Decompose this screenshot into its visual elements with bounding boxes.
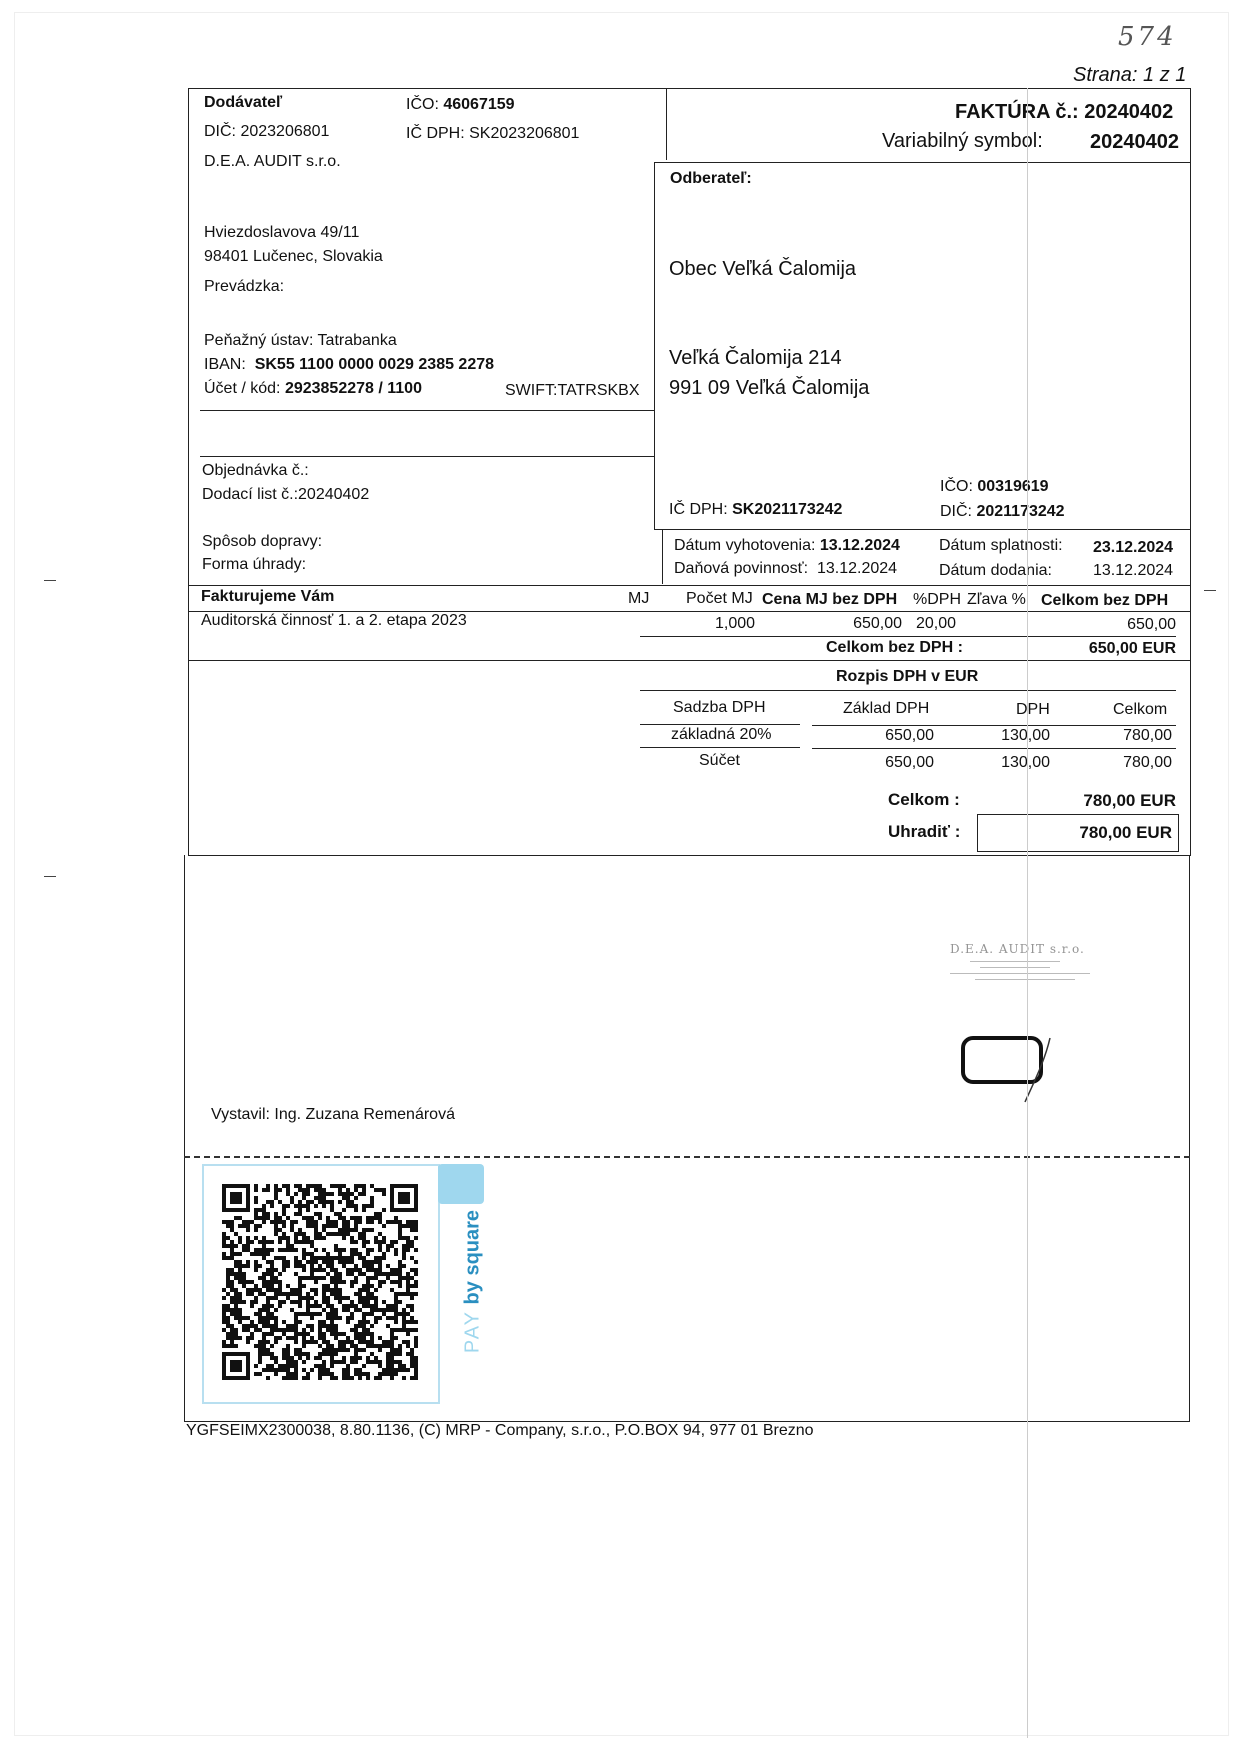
vat-row-line-right — [812, 748, 1176, 749]
invoice-number: 20240402 — [1084, 101, 1174, 123]
customer-ico — [940, 478, 1049, 496]
tax-date — [674, 560, 897, 578]
issued-by: Vystavil: Ing. Zuzana Remenárová — [211, 1106, 455, 1123]
subtotal-line — [188, 660, 1191, 661]
header-divider — [666, 88, 667, 160]
vat-row-rate: základná 20% — [671, 726, 772, 743]
item-qty: 1,000 — [715, 615, 756, 632]
supplier-heading: Dodávateľ — [204, 94, 283, 111]
supplier-street: Hviezdoslavova 49/11 — [204, 224, 360, 241]
supplier-icdph — [406, 125, 579, 143]
dates-divider — [662, 530, 663, 584]
supplier-premises: Prevádzka: — [204, 278, 285, 295]
vat-row-total: 780,00 — [1123, 727, 1172, 744]
supplier-iban-value: SK55 1100 0000 0029 2385 2278 — [254, 356, 495, 373]
tax-date-value: 13.12.2024 — [816, 560, 898, 577]
delivery-note: Dodací list č.:20240402 — [202, 486, 370, 503]
vat-row-base: 650,00 — [885, 727, 934, 744]
supplier-iban — [204, 356, 494, 374]
issue-date-label: Dátum vyhotovenia: — [674, 537, 816, 554]
pay-by-square-label — [462, 1187, 485, 1377]
supplier-icdph-label: IČ DPH: — [406, 125, 465, 142]
customer-icdph — [669, 501, 842, 519]
cut-line — [184, 1156, 1190, 1158]
pay-label: Uhradiť : — [888, 822, 961, 841]
variable-symbol: 20240402 — [1090, 131, 1179, 153]
footer-text: YGFSEIMX2300038, 8.80.1136, (C) MRP - Company, s.r.o., P.O.BOX 94, 977 01 Brezno — [186, 1422, 814, 1439]
supplier-bank: Peňažný ústav: Tatrabanka — [204, 332, 397, 349]
signature-mark — [955, 1030, 1075, 1110]
customer-dic — [940, 503, 1065, 521]
items-header-qty: Počet MJ — [686, 590, 753, 607]
item-underline — [640, 636, 760, 637]
supplier-account — [204, 380, 422, 398]
vat-sum-base: 650,00 — [885, 754, 934, 771]
item-total: 650,00 — [1127, 616, 1176, 633]
customer-street: Veľká Čalomija 214 — [669, 347, 842, 369]
items-header-mj: MJ — [628, 590, 650, 607]
stamp-name: D.E.A. AUDIT s.r.o. — [950, 942, 1085, 956]
vat-summary-title-line — [640, 690, 1176, 691]
supplier-separator-1 — [200, 410, 654, 411]
supplier-icdph-value: SK2023206801 — [469, 125, 580, 142]
customer-icdph-label: IČ DPH: — [669, 501, 728, 518]
invoice-title-label: FAKTÚRA č.: — [955, 101, 1079, 123]
total-value: 780,00 EUR — [1083, 791, 1176, 810]
vat-sum-label: Súčet — [699, 752, 740, 769]
payment-form: Forma úhrady: — [202, 556, 307, 573]
customer-dic-value: 2021173242 — [976, 503, 1065, 520]
supplier-account-label: Účet / kód: — [204, 380, 281, 397]
supplier-iban-label: IBAN: — [204, 356, 246, 373]
company-stamp — [950, 942, 1100, 985]
order-number: Objednávka č.: — [202, 462, 309, 479]
subtotal-label: Celkom bez DPH : — [826, 639, 963, 656]
delivery-date-value: 13.12.2024 — [1093, 562, 1174, 579]
vat-header-vat: DPH — [1016, 701, 1050, 718]
by-square-text: by square — [461, 1209, 484, 1305]
customer-ico-value: 00319619 — [977, 478, 1049, 495]
lower-frame-left — [184, 855, 185, 1421]
customer-ico-label: IČO: — [940, 478, 973, 495]
subtotal-value: 650,00 EUR — [1088, 640, 1176, 657]
total-label: Celkom : — [888, 790, 960, 809]
item-vat: 20,00 — [916, 615, 957, 632]
supplier-ico — [406, 96, 515, 114]
supplier-separator-2 — [200, 456, 654, 457]
scan-artifact-line — [1027, 88, 1028, 1738]
customer-heading: Odberateľ: — [670, 170, 752, 187]
vat-header-total: Celkom — [1113, 701, 1168, 718]
pay-label-text: PAY — [461, 1310, 484, 1354]
tax-date-label: Daňová povinnosť: — [674, 560, 809, 577]
fold-mark-left-2 — [44, 876, 56, 877]
item-price: 650,00 — [853, 615, 902, 632]
vat-header-line-right — [812, 725, 1176, 726]
supplier-account-value: 2923852278 / 1100 — [284, 380, 422, 397]
vat-sum-vat: 130,00 — [1001, 754, 1050, 771]
items-top-line — [188, 585, 1191, 586]
customer-icdph-value: SK2021173242 — [732, 501, 843, 518]
vat-header-base: Základ DPH — [843, 700, 930, 717]
vat-row-vat: 130,00 — [1001, 727, 1050, 744]
due-date-label: Dátum splatnosti: — [939, 537, 1063, 554]
items-header-total: Celkom bez DPH — [1041, 592, 1169, 609]
items-header-desc: Fakturujeme Vám — [201, 588, 335, 605]
total-underline — [752, 636, 1176, 637]
variable-symbol-label: Variabilný symbol: — [882, 130, 1043, 152]
delivery-date-label: Dátum dodania: — [939, 562, 1052, 579]
items-header-vat: %DPH — [913, 591, 962, 608]
items-header-discount: Zľava % — [967, 591, 1026, 608]
supplier-city: 98401 Lučenec, Slovakia — [204, 248, 383, 265]
customer-box — [654, 162, 1191, 530]
supplier-ico-label: IČO: — [406, 96, 439, 113]
due-date-value: 23.12.2024 — [1093, 539, 1174, 556]
customer-dic-label: DIČ: — [940, 503, 972, 520]
vat-summary-title: Rozpis DPH v EUR — [836, 668, 979, 685]
pay-value: 780,00 EUR — [1079, 823, 1172, 842]
issue-date — [674, 537, 900, 555]
vat-header-line-left — [640, 724, 800, 725]
supplier-dic: DIČ: 2023206801 — [204, 123, 330, 140]
stamp-lines — [950, 961, 1090, 980]
issue-date-value: 13.12.2024 — [819, 537, 900, 554]
invoice-title — [955, 101, 1173, 124]
supplier-ico-value: 46067159 — [443, 96, 515, 113]
vat-row-line-left — [640, 747, 800, 748]
qr-code — [222, 1184, 418, 1380]
items-header-price: Cena MJ bez DPH — [762, 591, 898, 608]
fold-mark-right — [1204, 590, 1216, 591]
item-desc: Auditorská činnosť 1. a 2. etapa 2023 — [201, 612, 467, 629]
transport-method: Spôsob dopravy: — [202, 533, 323, 550]
vat-sum-total: 780,00 — [1123, 754, 1172, 771]
supplier-name: D.E.A. AUDIT s.r.o. — [204, 153, 341, 170]
page-indicator: Strana: 1 z 1 — [1073, 64, 1187, 86]
lower-frame-right — [1189, 855, 1190, 1421]
supplier-swift: SWIFT:TATRSKBX — [505, 382, 640, 399]
handwritten-number: 574 — [1118, 22, 1177, 52]
fold-mark-left-1 — [44, 580, 56, 581]
customer-city: 991 09 Veľká Čalomija — [669, 377, 870, 399]
vat-header-rate: Sadzba DPH — [673, 699, 766, 716]
customer-name: Obec Veľká Čalomija — [669, 258, 857, 280]
